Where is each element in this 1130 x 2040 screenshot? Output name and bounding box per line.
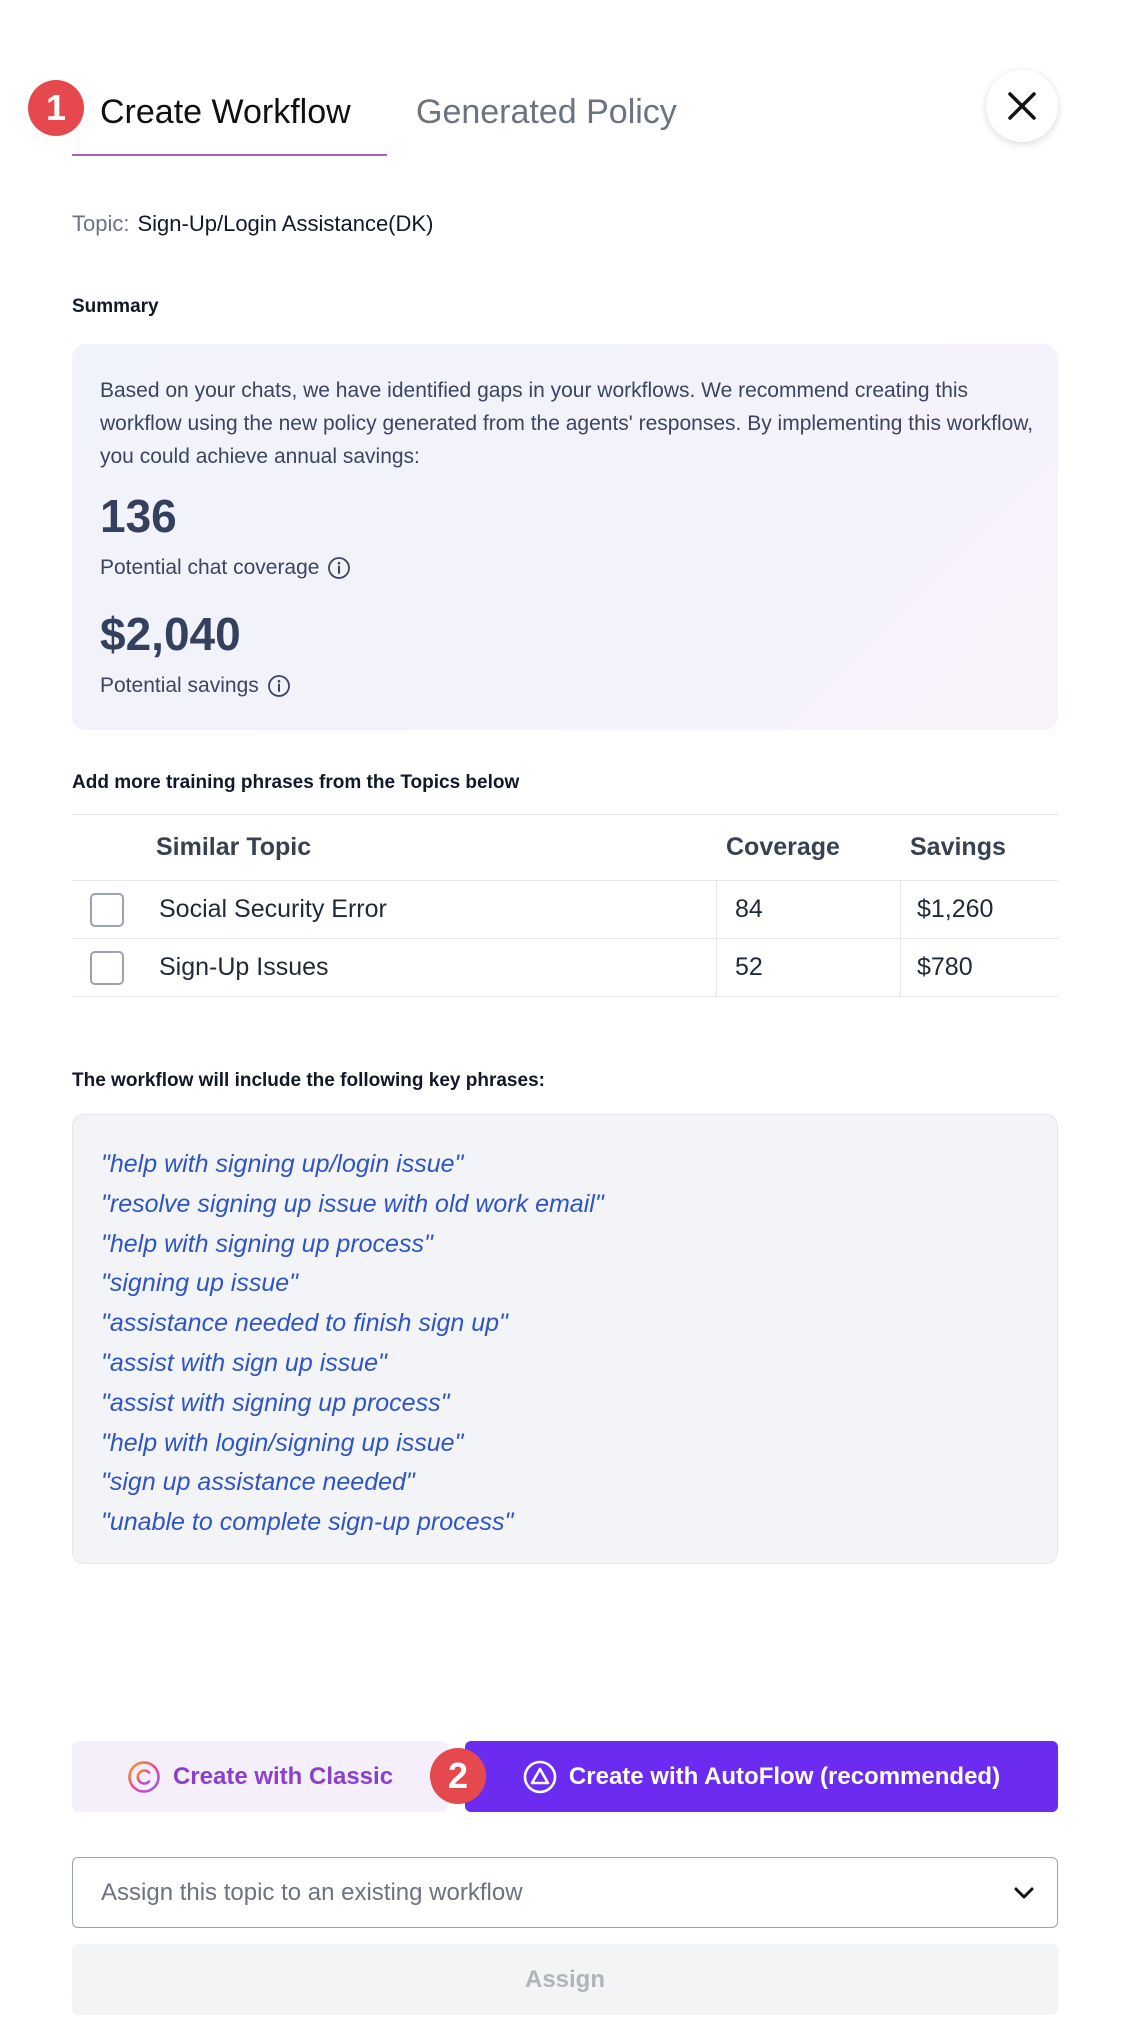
info-icon[interactable]: [327, 556, 351, 580]
key-phrase: "signing up issue": [101, 1269, 299, 1298]
coverage-label-row: [100, 554, 351, 582]
coverage-label: Potential chat coverage: [100, 556, 320, 579]
row-savings: $780: [900, 939, 1058, 996]
table-header: [72, 814, 1058, 881]
assign-button[interactable]: [72, 1944, 1058, 2015]
tab-create-workflow[interactable]: Create Workflow: [100, 93, 351, 131]
classic-logo-icon: [127, 1760, 161, 1794]
header-similar-topic: Similar Topic: [156, 833, 312, 861]
autoflow-button-label: Create with AutoFlow (recommended): [568, 1762, 1001, 1790]
key-phrase: "unable to complete sign-up process": [101, 1508, 514, 1537]
row-coverage: 52: [716, 939, 892, 996]
savings-label-row: [100, 672, 291, 700]
step-badge-1: 1: [28, 80, 84, 136]
row-topic: Social Security Error: [159, 895, 387, 923]
topic-label: Topic:: [72, 211, 130, 236]
create-with-classic-button[interactable]: [72, 1741, 448, 1812]
close-button[interactable]: [986, 70, 1058, 142]
key-phrases-list: [101, 1145, 604, 1543]
active-tab-indicator: [72, 154, 387, 156]
tab-generated-policy[interactable]: Generated Policy: [416, 93, 677, 131]
row-coverage: 84: [716, 881, 892, 938]
key-phrase: "assist with sign up issue": [101, 1348, 387, 1377]
header-savings: Savings: [910, 833, 1006, 861]
assign-workflow-select[interactable]: [72, 1857, 1058, 1928]
coverage-value: 136: [100, 490, 177, 542]
topic-value: Sign-Up/Login Assistance(DK): [137, 211, 434, 236]
assign-button-label: Assign: [524, 1965, 605, 1993]
savings-label: Potential savings: [100, 674, 259, 697]
assign-select-placeholder: Assign this topic to an existing workflow: [101, 1878, 523, 1906]
table-row: [72, 939, 1058, 997]
key-phrase: "help with login/signing up issue": [101, 1428, 464, 1457]
tab-bar: [72, 72, 1058, 156]
key-phrases-heading: The workflow will include the following key phrases:: [72, 1070, 545, 1091]
autoflow-logo-icon: [523, 1760, 557, 1794]
row-topic: Sign-Up Issues: [159, 953, 329, 981]
key-phrase: "assist with signing up process": [101, 1388, 450, 1417]
summary-card: [72, 344, 1058, 730]
row-savings: $1,260: [900, 881, 1058, 938]
savings-value: $2,040: [100, 608, 241, 660]
key-phrase: "help with signing up process": [101, 1229, 433, 1258]
summary-heading: Summary: [72, 296, 159, 317]
similar-topics-heading: Add more training phrases from the Topics below: [72, 772, 520, 793]
key-phrases-box: [72, 1114, 1058, 1564]
table-row: [72, 881, 1058, 939]
classic-button-label: Create with Classic: [172, 1762, 394, 1790]
similar-topics-table: [72, 814, 1058, 997]
key-phrase: "sign up assistance needed": [101, 1468, 415, 1497]
info-icon[interactable]: [267, 674, 291, 698]
chevron-down-icon: [1011, 1880, 1037, 1906]
close-icon: [1006, 90, 1038, 122]
key-phrase: "assistance needed to finish sign up": [101, 1309, 508, 1338]
key-phrase: "resolve signing up issue with old work email": [101, 1189, 604, 1218]
row-checkbox[interactable]: [90, 951, 124, 985]
key-phrase: "help with signing up/login issue": [101, 1150, 464, 1178]
row-checkbox[interactable]: [90, 893, 124, 927]
create-with-autoflow-button[interactable]: [465, 1741, 1058, 1812]
step-badge-2: 2: [430, 1748, 486, 1804]
header-coverage: Coverage: [726, 833, 840, 861]
summary-text: Based on your chats, we have identified gaps in your workflows. We recommend creating this workflow using the new policy generated from the agents' responses. By implementing this workflow, you could achieve annual savings:: [100, 379, 1034, 468]
topic-line: [72, 210, 433, 238]
